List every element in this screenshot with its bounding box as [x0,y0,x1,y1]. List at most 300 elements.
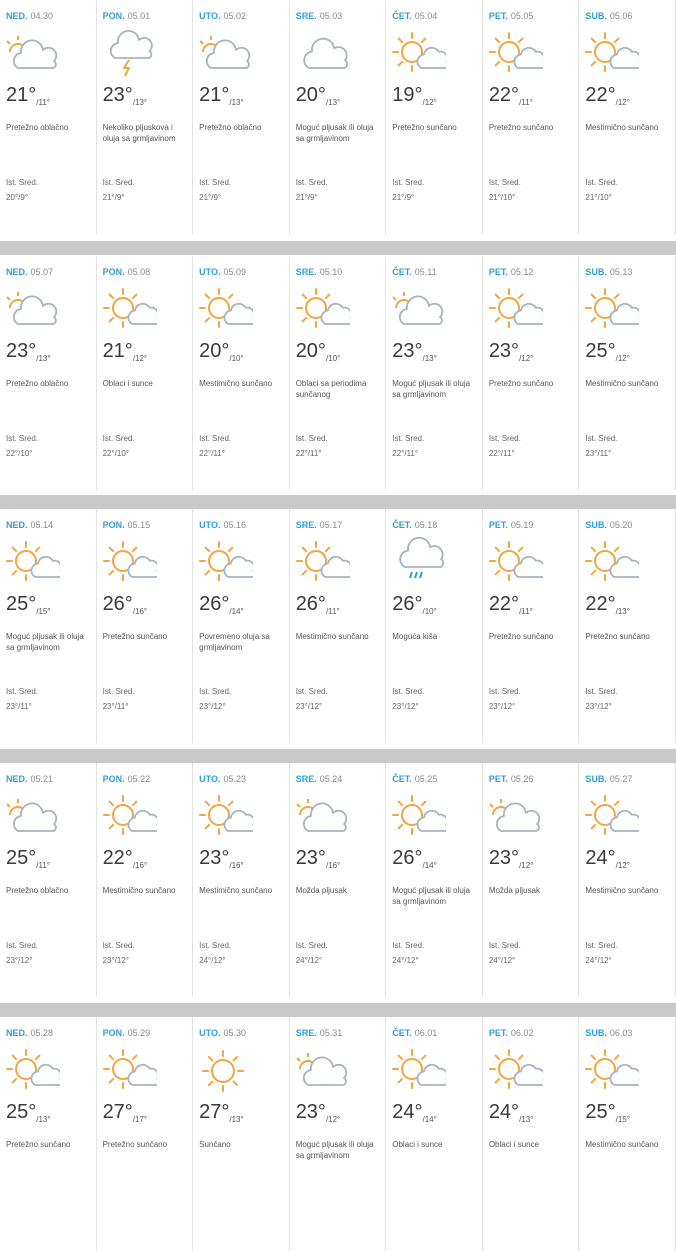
day-name: ČET. [392,774,412,784]
temp-max: 26° [102,593,133,615]
temp-min: /13° [229,1115,244,1124]
day-date [199,774,246,784]
day-date [585,774,632,784]
day-card[interactable] [386,0,483,234]
date-value: 05.20 [609,520,633,530]
day-date [6,1028,53,1038]
historical-average-label: Ist. Sred. [585,941,618,950]
temperature [489,593,533,616]
weather-description: Pretežno oblačno [6,123,69,132]
week-separator [0,749,676,763]
date-value: 05.23 [223,774,246,784]
weather-description: Mestimično sunčano [585,886,659,895]
temp-min: /16° [325,861,341,870]
historical-average-label: Ist. Sred. [392,687,425,696]
date-value: 05.15 [127,520,151,530]
day-name: PET. [488,267,508,277]
day-date [392,11,437,21]
date-value: 05.31 [319,1028,343,1038]
temp-min: /10° [422,607,437,616]
date-value: 05.11 [414,267,437,277]
day-name: ČET. [392,1028,412,1038]
temp-max: 25° [6,1101,37,1123]
temperature [199,593,244,616]
weather-description: Oblaci i sunce [392,1140,443,1149]
temp-max: 22° [488,593,520,615]
temp-max: 24° [585,847,616,869]
day-card[interactable] [0,763,97,997]
historical-average-value: 23°/12° [199,702,226,711]
week-separator [0,241,676,255]
temperature [489,84,533,107]
day-card[interactable] [579,763,676,997]
temperature [103,593,148,616]
weather-description: Moguća kiša [392,632,438,641]
temp-max: 22° [585,593,616,615]
historical-average-value: 23°/12° [585,702,612,711]
day-name: ČET. [392,267,412,277]
day-name: SUB. [585,774,607,784]
temp-min: /12° [519,861,534,870]
temp-max: 25° [585,1101,616,1123]
date-value: 05.10 [319,267,343,277]
temp-min: /15° [36,607,51,616]
temperature [296,340,341,363]
historical-average-value: 21°/9° [295,193,318,202]
day-name: UTO. [199,267,221,277]
date-value: 05.22 [127,774,151,784]
day-date [103,520,151,530]
weather-description: Pretežno oblačno [6,379,69,388]
day-name: NED. [6,520,28,530]
day-card[interactable] [97,763,194,997]
day-date [296,267,343,277]
temp-max: 23° [6,340,37,362]
day-date [585,1028,632,1038]
day-date [199,1028,246,1038]
day-date [392,774,437,784]
day-name: PET. [488,11,508,21]
temp-min: /11° [325,607,340,616]
historical-average-value: 23°/11° [6,702,32,711]
temp-min: /12° [519,354,534,363]
temp-min: /10° [229,354,244,363]
temp-min: /10° [325,354,341,363]
date-value: 05.27 [609,774,633,784]
historical-average-value: 22°/11° [392,449,419,458]
temp-min: /11° [519,607,533,616]
temperature [489,340,534,363]
temp-min: /13° [325,98,341,107]
temperature [199,340,244,363]
day-date [103,267,151,277]
historical-average-label: Ist. Sred. [102,941,135,950]
temp-min: /13° [422,354,437,363]
date-value: 05.13 [609,267,633,277]
weather-description: Oblaci sa periodima sunčanog [295,379,367,399]
weather-description: Mestimično sunčano [199,886,273,895]
temp-max: 27° [102,1101,133,1123]
temperature [199,84,244,107]
date-value: 05.01 [127,11,151,21]
temp-max: 20° [199,340,230,362]
temp-max: 22° [585,84,616,106]
temp-min: /15° [615,1115,630,1124]
day-card[interactable] [579,1017,676,1251]
date-value: 05.29 [127,1028,151,1038]
day-name: SUB. [585,520,607,530]
historical-average-value: 23°/12° [102,956,129,965]
weather-description: Mestimično sunčano [295,632,369,641]
temperature [585,340,630,363]
weather-description: Mestimično sunčano [585,1140,659,1149]
date-value: 06.03 [609,1028,633,1038]
historical-average-label: Ist. Sred. [295,178,328,187]
day-name: ČET. [392,520,412,530]
day-date [296,11,343,21]
weather-description: Mestimično sunčano [585,123,659,132]
day-date [489,774,534,784]
day-card[interactable] [290,256,387,490]
weather-description: Pretežno sunčano [488,379,554,388]
day-name: SRE. [295,520,317,530]
temp-max: 24° [392,1101,423,1123]
day-card[interactable] [0,509,97,743]
day-card[interactable] [0,0,97,234]
day-card[interactable] [579,256,676,490]
temperature [199,847,244,870]
temp-min: /13° [615,607,630,616]
date-value: 05.05 [510,11,534,21]
day-card[interactable] [97,256,194,490]
weather-description: Pretežno sunčano [488,123,554,132]
day-card[interactable] [0,256,97,490]
temp-min: /12° [132,354,148,363]
historical-average-label: Ist. Sred. [392,178,425,187]
historical-average-label: Ist. Sred. [295,941,328,950]
day-date [199,520,246,530]
date-value: 06.02 [510,1028,534,1038]
temp-max: 20° [295,340,326,362]
historical-average-label: Ist. Sred. [199,941,232,950]
temperature [103,84,148,107]
temp-max: 21° [199,84,230,106]
day-date [392,1028,437,1038]
weather-description: Pretežno sunčano [392,123,457,132]
day-name: PON. [102,11,125,21]
day-name: PON. [102,1028,125,1038]
date-value: 05.12 [510,267,534,277]
historical-average-value: 21°/10° [585,193,612,202]
historical-average-label: Ist. Sred. [6,941,39,950]
day-date [585,11,632,21]
day-card[interactable] [193,0,290,234]
day-name: SUB. [585,267,607,277]
date-value: 05.24 [319,774,343,784]
day-date [585,520,632,530]
temp-max: 23° [102,84,133,106]
temp-max: 25° [6,593,37,615]
historical-average-label: Ist. Sred. [585,687,618,696]
temperature [199,1101,244,1124]
temp-min: /17° [132,1115,148,1124]
day-date [489,520,534,530]
day-name: PET. [488,1028,508,1038]
temperature [296,84,341,107]
temperature [103,1101,148,1124]
temp-max: 21° [102,340,133,362]
temp-min: /14° [229,607,244,616]
date-value: 05.30 [223,1028,246,1038]
day-date [296,520,343,530]
weather-description: Možda pljusak [488,886,540,895]
historical-average-value: 21°/9° [392,193,415,202]
day-date [296,1028,343,1038]
temperature [6,847,50,870]
weather-description: Možda pljusak [295,886,347,895]
temp-min: /13° [132,98,148,107]
temp-min: /12° [422,98,437,107]
historical-average-value: 21°/9° [199,193,222,202]
historical-average-label: Ist. Sred. [488,687,521,696]
historical-average-label: Ist. Sred. [585,434,618,443]
temperature [392,340,437,363]
historical-average-value: 23°/12° [488,702,516,711]
historical-average-value: 23°/12° [392,702,419,711]
date-value: 05.19 [510,520,534,530]
day-name: NED. [6,11,28,21]
day-card[interactable] [579,509,676,743]
temperature [489,1101,534,1124]
day-date [392,267,436,277]
temp-min: /16° [132,861,148,870]
weather-description: Moguć pljusak ili oluja sa grmljavinom [392,379,471,399]
day-name: SUB. [585,11,607,21]
temperature [6,84,50,107]
historical-average-label: Ist. Sred. [199,687,232,696]
temperature [103,847,148,870]
week-separator [0,1003,676,1017]
day-card[interactable] [290,1017,387,1251]
weather-description: Mestimično sunčano [102,886,176,895]
day-card[interactable] [483,0,580,234]
day-card[interactable] [386,763,483,997]
date-value: 05.17 [319,520,343,530]
week-row [0,256,676,490]
day-date [6,774,53,784]
day-date [103,11,151,21]
day-name: UTO. [199,11,221,21]
temp-min: /11° [36,98,50,107]
day-card[interactable] [97,0,194,234]
day-card[interactable] [483,1017,580,1251]
historical-average-label: Ist. Sred. [102,687,135,696]
historical-average-value: 21°/9° [102,193,125,202]
historical-average-label: Ist. Sred. [199,178,232,187]
historical-average-label: Ist. Sred. [488,434,521,443]
day-card[interactable] [0,1017,97,1251]
temp-min: /13° [229,98,244,107]
historical-average-value: 22°/11° [295,449,322,458]
historical-average-value: 23°/11° [102,702,129,711]
temp-min: /11° [36,861,50,870]
day-date [392,520,437,530]
week-row [0,0,676,234]
weather-description: Moguć pljusak ili oluja sa grmljavinom [295,1140,374,1160]
day-date [6,520,53,530]
day-date [489,1028,534,1038]
weather-description: Pretežno sunčano [102,632,168,641]
temp-max: 23° [488,340,520,362]
weather-description: Povremeno oluja sa grmljavinom [199,632,270,652]
weather-description: Moguć pljusak ili oluja sa grmljavinom [295,123,374,143]
temp-max: 19° [392,84,423,106]
temperature [296,1101,341,1124]
historical-average-value: 24°/12° [488,956,516,965]
historical-average-value: 22°/10° [6,449,33,458]
day-card[interactable] [290,0,387,234]
day-card[interactable] [193,763,290,997]
day-name: UTO. [199,1028,221,1038]
temperature [585,593,630,616]
temperature [296,847,341,870]
temp-min: /12° [615,98,630,107]
temperature [6,593,51,616]
day-name: SRE. [295,1028,317,1038]
weather-description: Oblaci i sunce [102,379,153,388]
week-separator [0,495,676,509]
day-card[interactable] [483,509,580,743]
day-name: PET. [488,774,508,784]
day-date [296,774,343,784]
historical-average-label: Ist. Sred. [6,178,39,187]
day-name: PON. [102,520,125,530]
temp-min: /12° [615,354,630,363]
weather-description: Pretežno sunčano [6,1140,71,1149]
temperature [103,340,148,363]
temp-max: 26° [392,847,423,869]
temp-min: /14° [422,1115,437,1124]
temperature [489,847,534,870]
day-card[interactable] [386,256,483,490]
temp-max: 25° [6,847,37,869]
day-name: PET. [488,520,508,530]
historical-average-label: Ist. Sred. [585,178,618,187]
weather-description: Sunčano [199,1140,231,1149]
temperature [6,340,51,363]
day-date [585,267,632,277]
temp-min: /12° [615,861,630,870]
temp-max: 25° [585,340,616,362]
temp-max: 22° [488,84,520,106]
temp-min: /16° [132,607,148,616]
week-row [0,1017,676,1251]
day-card[interactable] [193,256,290,490]
temp-max: 23° [392,340,423,362]
day-date [489,11,534,21]
day-card[interactable] [386,509,483,743]
temp-max: 21° [6,84,37,106]
weather-description: Pretežno oblačno [6,886,69,895]
temperature [585,847,630,870]
temp-max: 26° [199,593,230,615]
temp-max: 27° [199,1101,230,1123]
weather-description: Moguć pljusak ili oluja sa grmljavinom [6,632,84,652]
day-name: SRE. [295,267,317,277]
weather-description: Nekoliko pljuskova i oluja sa grmljavinom [102,123,176,143]
temp-max: 23° [488,847,520,869]
date-value: 05.06 [609,11,633,21]
date-value: 05.25 [414,774,438,784]
day-card[interactable] [97,1017,194,1251]
temperature [585,84,630,107]
historical-average-label: Ist. Sred. [6,687,39,696]
historical-average-value: 22°/10° [102,449,129,458]
temp-min: /16° [229,861,244,870]
date-value: 05.21 [30,774,54,784]
day-date [6,11,53,21]
week-row [0,509,676,743]
day-name: UTO. [199,520,221,530]
day-name: NED. [6,267,28,277]
week-row [0,763,676,997]
day-card[interactable] [386,1017,483,1251]
historical-average-value: 24°/12° [585,956,612,965]
historical-average-label: Ist. Sred. [392,941,425,950]
day-date [103,774,151,784]
day-date [103,1028,151,1038]
day-card[interactable] [290,763,387,997]
day-card[interactable] [483,256,580,490]
historical-average-value: 22°/11° [199,449,225,458]
historical-average-label: Ist. Sred. [488,941,521,950]
day-name: PON. [102,774,125,784]
date-value: 05.18 [414,520,438,530]
weather-description: Pretežno sunčano [585,632,650,641]
temp-min: /14° [422,861,437,870]
temp-max: 20° [295,84,326,106]
weather-description: Moguć pljusak ili oluja sa grmljavinom [392,886,471,906]
temperature [392,84,437,107]
day-name: ČET. [392,11,412,21]
day-card[interactable] [579,0,676,234]
day-card[interactable] [97,509,194,743]
weather-description: Pretežno sunčano [102,1140,168,1149]
historical-average-label: Ist. Sred. [488,178,521,187]
historical-average-value: 23°/12° [6,956,33,965]
day-date [199,267,246,277]
day-name: SRE. [295,11,317,21]
date-value: 05.16 [223,520,246,530]
day-date [489,267,534,277]
temp-max: 23° [295,1101,326,1123]
temperature [392,1101,437,1124]
day-name: SUB. [585,1028,607,1038]
historical-average-label: Ist. Sred. [6,434,39,443]
day-card[interactable] [193,1017,290,1251]
day-name: PON. [102,267,125,277]
day-card[interactable] [290,509,387,743]
temp-min: /13° [36,354,51,363]
date-value: 05.28 [30,1028,54,1038]
historical-average-value: 24°/12° [295,956,323,965]
temperature [392,847,437,870]
date-value: 05.08 [127,267,151,277]
weather-description: Oblaci i sunce [488,1140,540,1149]
day-card[interactable] [193,509,290,743]
historical-average-label: Ist. Sred. [102,178,135,187]
day-card[interactable] [483,763,580,997]
